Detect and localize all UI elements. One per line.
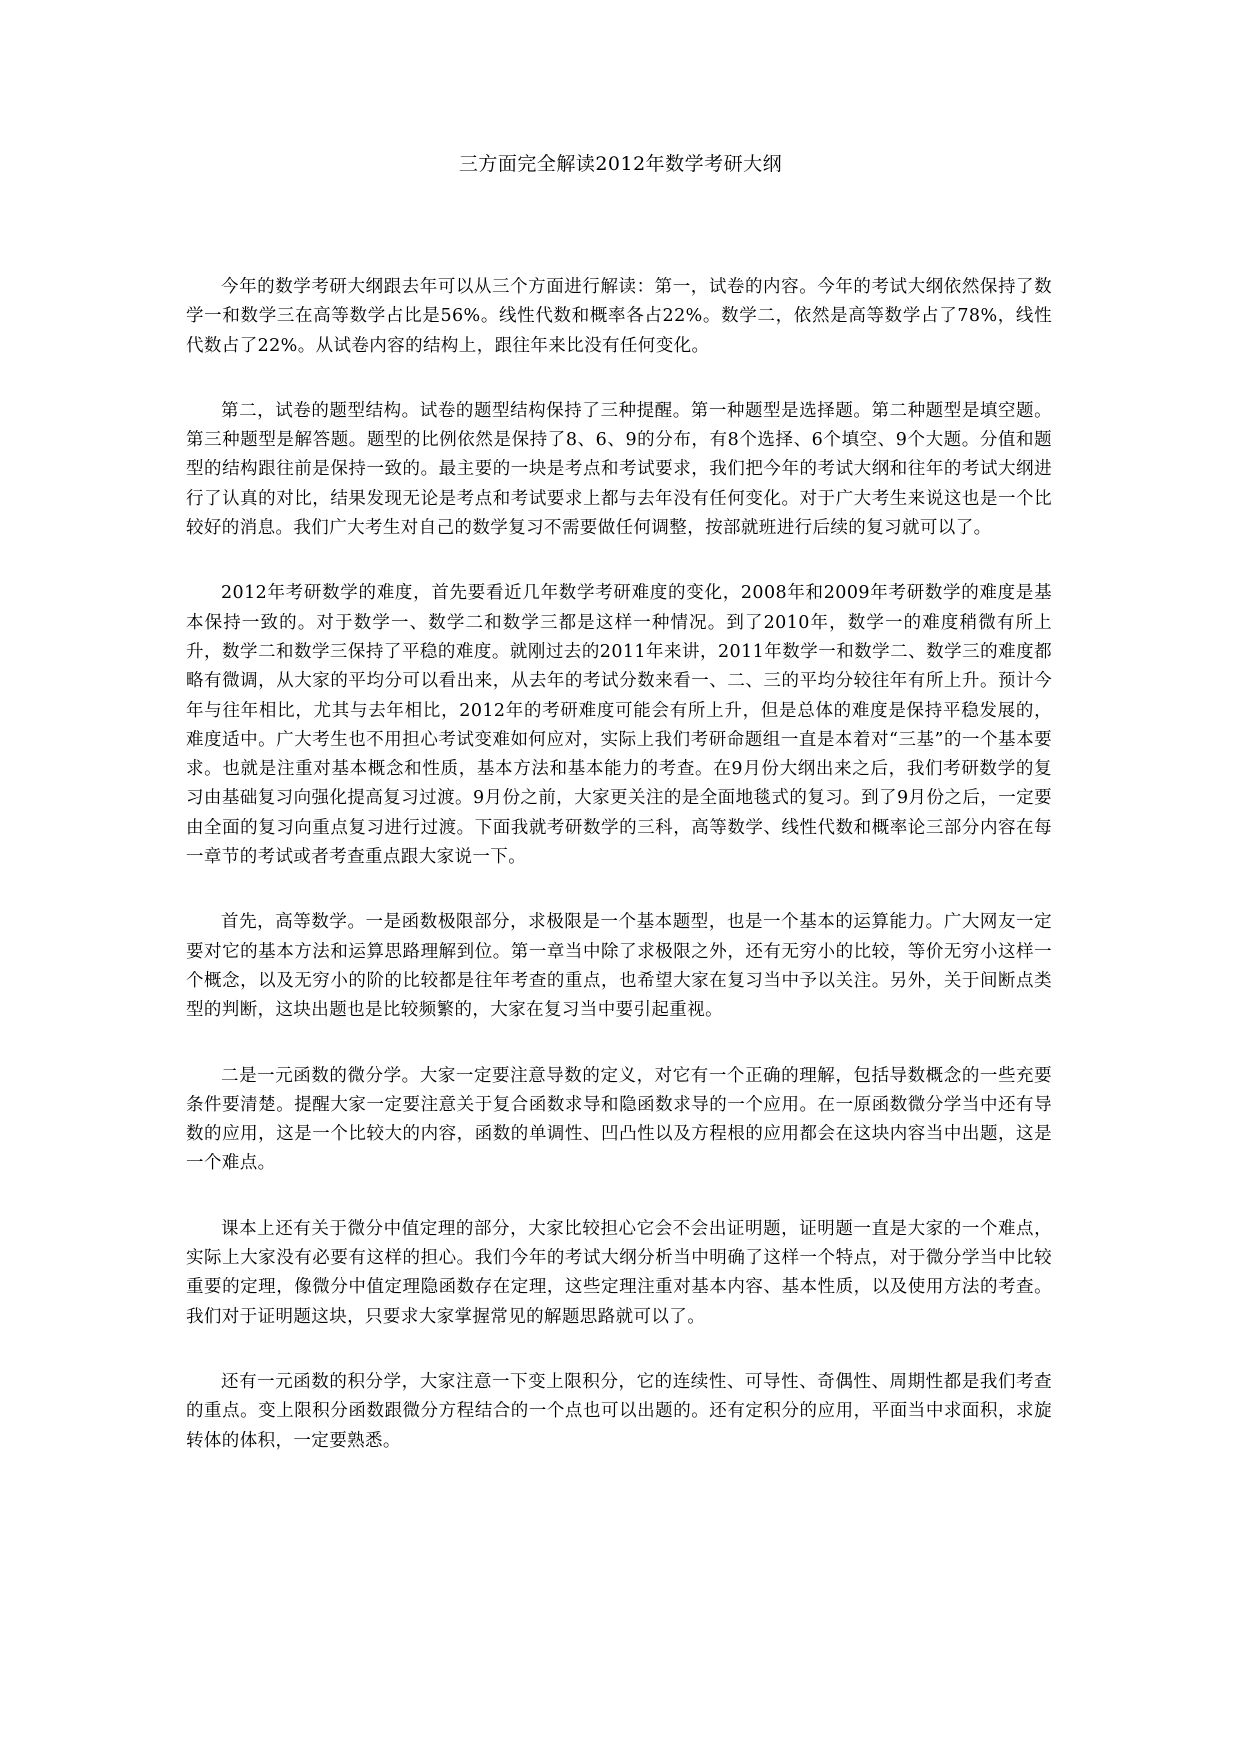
- document-body: [186, 273, 1052, 1492]
- paragraph-1: 今年的数学考研大纲跟去年可以从三个方面进行解读：第一，试卷的内容。今年的考试大纲依然保持了数学一和数学三在高等数学占比是56%。线性代数和概率各占22%。数学二，依然是高等数学占了78%，线性代数占了22%。从试卷内容的结构上，跟往年来比没有任何变化。: [186, 277, 1052, 356]
- paragraph-2: 第二，试卷的题型结构。试卷的题型结构保持了三种提醒。第一种题型是选择题。第二种题型是填空题。第三种题型是解答题。题型的比例依然是保持了8、6、9的分布，有8个选择、6个填空、9个大题。分值和题型的结构跟往前是保持一致的。最主要的一块是考点和考试要求，我们把今年的考试大纲和往年的考试大纲进行了认真的对比，结果发现无论是考点和考试要求上都与去年没有任何变化。对于广大考生来说这也是一个比较好的消息。我们广大考生对自己的数学复习不需要做任何调整，按部就班进行后续的复习就可以了。: [186, 400, 1052, 539]
- paragraph-5: 二是一元函数的微分学。大家一定要注意导数的定义，对它有一个正确的理解，包括导数概念的一些充要条件要清楚。提醒大家一定要注意关于复合函数求导和隐函数求导的一个应用。在一原函数微分学当中还有导数的应用，这是一个比较大的内容，函数的单调性、凹凸性以及方程根的应用都会在这块内容当中出题，这是一个难点。: [186, 1065, 1052, 1174]
- paragraph-4: 首先，高等数学。一是函数极限部分，求极限是一个基本题型，也是一个基本的运算能力。广大网友一定要对它的基本方法和运算思路理解到位。第一章当中除了求极限之外，还有无穷小的比较，等价无穷小这样一个概念，以及无穷小的阶的比较都是往年考查的重点，也希望大家在复习当中予以关注。另外，关于间断点类型的判断，这块出题也是比较频繁的，大家在复习当中要引起重视。: [186, 912, 1052, 1021]
- paragraph-7: 还有一元函数的积分学，大家注意一下变上限积分，它的连续性、可导性、奇偶性、周期性都是我们考查的重点。变上限积分函数跟微分方程结合的一个点也可以出题的。还有定积分的应用，平面当中求面积，求旋转体的体积，一定要熟悉。: [186, 1371, 1052, 1451]
- paragraph-3: 2012年考研数学的难度，首先要看近几年数学考研难度的变化，2008年和2009年考研数学的难度是基本保持一致的。对于数学一、数学二和数学三都是这样一种情况。到了2010年，数学一的难度稍微有所上升，数学二和数学三保持了平稳的难度。就刚过去的2011年来讲，2011年数学一和数学二、数学三的难度都略有微调，从大家的平均分可以看出来，从去年的考试分数来看一、二、三的平均分较往年有所上升。预计今年与往年相比，尤其与去年相比，2012年的考研难度可能会有所上升，但是总体的难度是保持平稳发展的，难度适中。广大考生也不用担心考试变难如何应对，实际上我们考研命题组一直是本着对“三基”的一个基本要求。也就是注重对基本概念和性质，基本方法和基本能力的考查。在9月份大纲出来之后，我们考研数学的复习由基础复习向强化提高复习过渡。9月份之前，大家更关注的是全面地毯式的复习。到了9月份之后，一定要由全面的复习向重点复习进行过渡。下面我就考研数学的三科，高等数学、线性代数和概率论三部分内容在每一章节的考试或者考查重点跟大家说一下。: [186, 583, 1052, 868]
- document-title: 三方面完全解读2012年数学考研大纲: [458, 153, 783, 175]
- paragraph-6: 课本上还有关于微分中值定理的部分，大家比较担心它会不会出证明题，证明题一直是大家的一个难点，实际上大家没有必要有这样的担心。我们今年的考试大纲分析当中明确了这样一个特点，对于微分学当中比较重要的定理，像微分中值定理隐函数存在定理，这些定理注重对基本内容、基本性质，以及使用方法的考查。我们对于证明题这块，只要求大家掌握常见的解题思路就可以了。: [186, 1218, 1052, 1327]
